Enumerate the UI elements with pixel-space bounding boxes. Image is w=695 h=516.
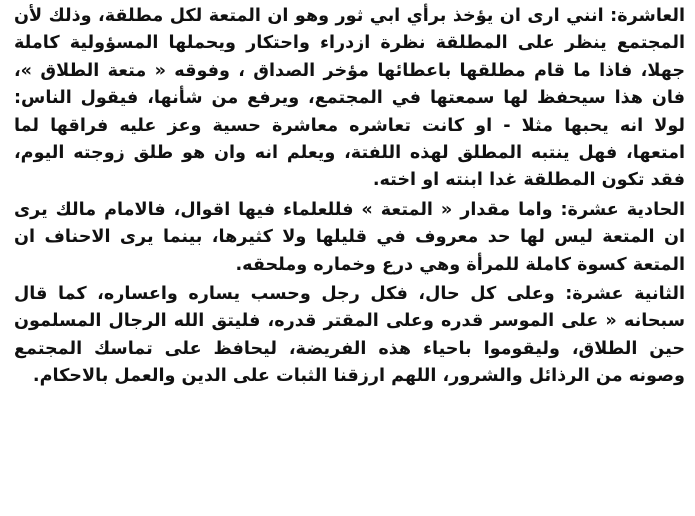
paragraph-text: واما مقدار « المتعة » فللعلماء فيها اقوال، فالامام مالك يرى ان المتعة ليس لها حد معروف في قليلها ولا كثيرها، بينما يرى الاحناف ان المتعة كسوة كاملة للمرأة وهي درع وخماره وملحقه.	[14, 199, 685, 275]
paragraph-text: وعلى كل حال، فكل رجل وحسب يساره واعساره، كما قال سبحانه « على الموسر قدره وعلى المقتر قدره، فليتق الله الرجال المسلمون حين الطلاق، وليقوموا باحياء هذه الفريضة، ليحافظ على تماسك المجتمع وصونه من الرذائل والشرور، اللهم ارزقنا الثبات على الدين والعمل بالاحكام.	[14, 284, 685, 387]
paragraph-tenth	[14, 3, 685, 195]
paragraph-label: العاشرة:	[610, 6, 685, 26]
paragraph-label: الثانية عشرة:	[565, 284, 685, 305]
paragraph-text: انني ارى ان يؤخذ برأي ابي ثور وهو ان المتعة لكل مطلقة، وذلك لأن المجتمع ينظر على المطلقة نظرة ازدراء واحتكار ويحملها المسؤولية كاملة جهلا، فاذا ما قام مطلقها باعطائها مؤخر الصداق ، وفوقه « متعة الطلاق »، فان هذا سيحفظ لها سمعتها في المجتمع، ويرفع من شأنها، فيقول الناس: لولا انه يحبها مثلا - او كانت تعاشره معاشرة حسية وعز عليه فراقها لما امتعها، فهل ينتبه المطلق لهذه اللفتة، ويعلم انه وان هو طلق زوجته اليوم، فقد تكون المطلقة غدا ابنته او اخته.	[14, 6, 685, 191]
paragraph-eleventh	[14, 197, 685, 279]
paragraph-label: الحادية عشرة:	[560, 199, 685, 220]
paragraph-twelfth	[14, 281, 685, 391]
